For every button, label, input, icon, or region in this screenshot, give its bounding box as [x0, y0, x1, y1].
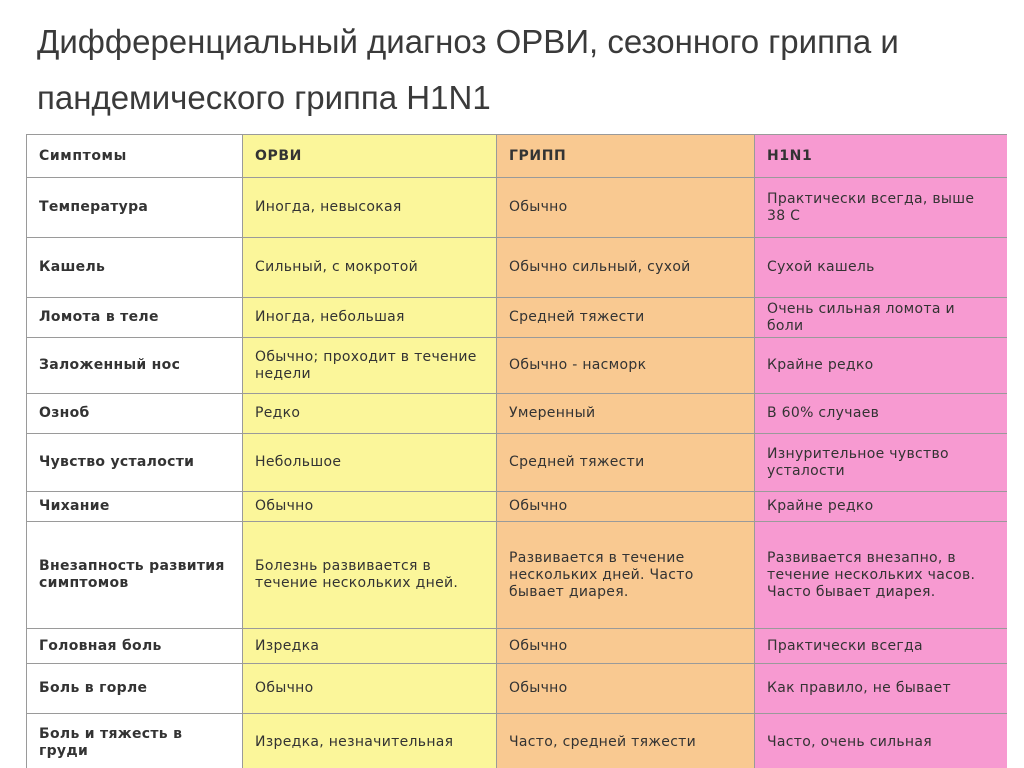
header-h1n1: H1N1 [755, 135, 1008, 178]
table-row [27, 238, 1008, 298]
flu-cell: Обычно сильный, сухой [497, 238, 755, 298]
h1n1-cell: Очень сильная ломота и боли [755, 298, 1008, 338]
table-row [27, 492, 1008, 522]
table-row [27, 394, 1008, 434]
orvi-cell: Изредка, незначительная [243, 714, 497, 768]
table-row [27, 714, 1008, 768]
symptom-cell: Озноб [27, 394, 243, 434]
orvi-cell: Иногда, невысокая [243, 178, 497, 238]
orvi-cell: Иногда, небольшая [243, 298, 497, 338]
h1n1-cell: Часто, очень сильная [755, 714, 1008, 768]
symptom-cell: Заложенный нос [27, 338, 243, 394]
flu-cell: Развивается в течение нескольких дней. Часто бывает диарея. [497, 522, 755, 629]
table-row [27, 434, 1008, 492]
flu-cell: Обычно [497, 629, 755, 664]
header-orvi: ОРВИ [243, 135, 497, 178]
h1n1-cell: Крайне редко [755, 338, 1008, 394]
h1n1-cell: Развивается внезапно, в течение нескольких часов. Часто бывает диарея. [755, 522, 1008, 629]
header-symptoms: Симптомы [27, 135, 243, 178]
symptom-cell: Головная боль [27, 629, 243, 664]
table-row [27, 178, 1008, 238]
h1n1-cell: Сухой кашель [755, 238, 1008, 298]
h1n1-cell: Практически всегда, выше 38 С [755, 178, 1008, 238]
h1n1-cell: Крайне редко [755, 492, 1008, 522]
table-row [27, 629, 1008, 664]
symptom-cell: Ломота в теле [27, 298, 243, 338]
orvi-cell: Небольшое [243, 434, 497, 492]
h1n1-cell: Изнурительное чувство усталости [755, 434, 1008, 492]
diagnosis-table-container [26, 134, 1007, 768]
flu-cell: Часто, средней тяжести [497, 714, 755, 768]
orvi-cell: Сильный, с мокротой [243, 238, 497, 298]
h1n1-cell: Как правило, не бывает [755, 664, 1008, 714]
symptom-cell: Кашель [27, 238, 243, 298]
symptom-cell: Чихание [27, 492, 243, 522]
flu-cell: Обычно [497, 664, 755, 714]
flu-cell: Обычно [497, 178, 755, 238]
orvi-cell: Обычно; проходит в течение недели [243, 338, 497, 394]
table-row [27, 522, 1008, 629]
orvi-cell: Болезнь развивается в течение нескольких дней. [243, 522, 497, 629]
header-flu: ГРИПП [497, 135, 755, 178]
diagnosis-table [26, 134, 1007, 768]
h1n1-cell: Практически всегда [755, 629, 1008, 664]
symptom-cell: Боль в горле [27, 664, 243, 714]
flu-cell: Умеренный [497, 394, 755, 434]
h1n1-cell: В 60% случаев [755, 394, 1008, 434]
symptom-cell: Боль и тяжесть в груди [27, 714, 243, 768]
orvi-cell: Обычно [243, 664, 497, 714]
page-title: Дифференциальный диагноз ОРВИ, сезонного гриппа и пандемического гриппа H1N1 [37, 23, 899, 116]
table-row [27, 338, 1008, 394]
table-header-row [27, 135, 1008, 178]
table-row [27, 664, 1008, 714]
orvi-cell: Изредка [243, 629, 497, 664]
symptom-cell: Чувство усталости [27, 434, 243, 492]
flu-cell: Обычно - насморк [497, 338, 755, 394]
orvi-cell: Обычно [243, 492, 497, 522]
flu-cell: Средней тяжести [497, 434, 755, 492]
symptom-cell: Внезапность развития симптомов [27, 522, 243, 629]
flu-cell: Средней тяжести [497, 298, 755, 338]
table-row [27, 298, 1008, 338]
flu-cell: Обычно [497, 492, 755, 522]
symptom-cell: Температура [27, 178, 243, 238]
orvi-cell: Редко [243, 394, 497, 434]
